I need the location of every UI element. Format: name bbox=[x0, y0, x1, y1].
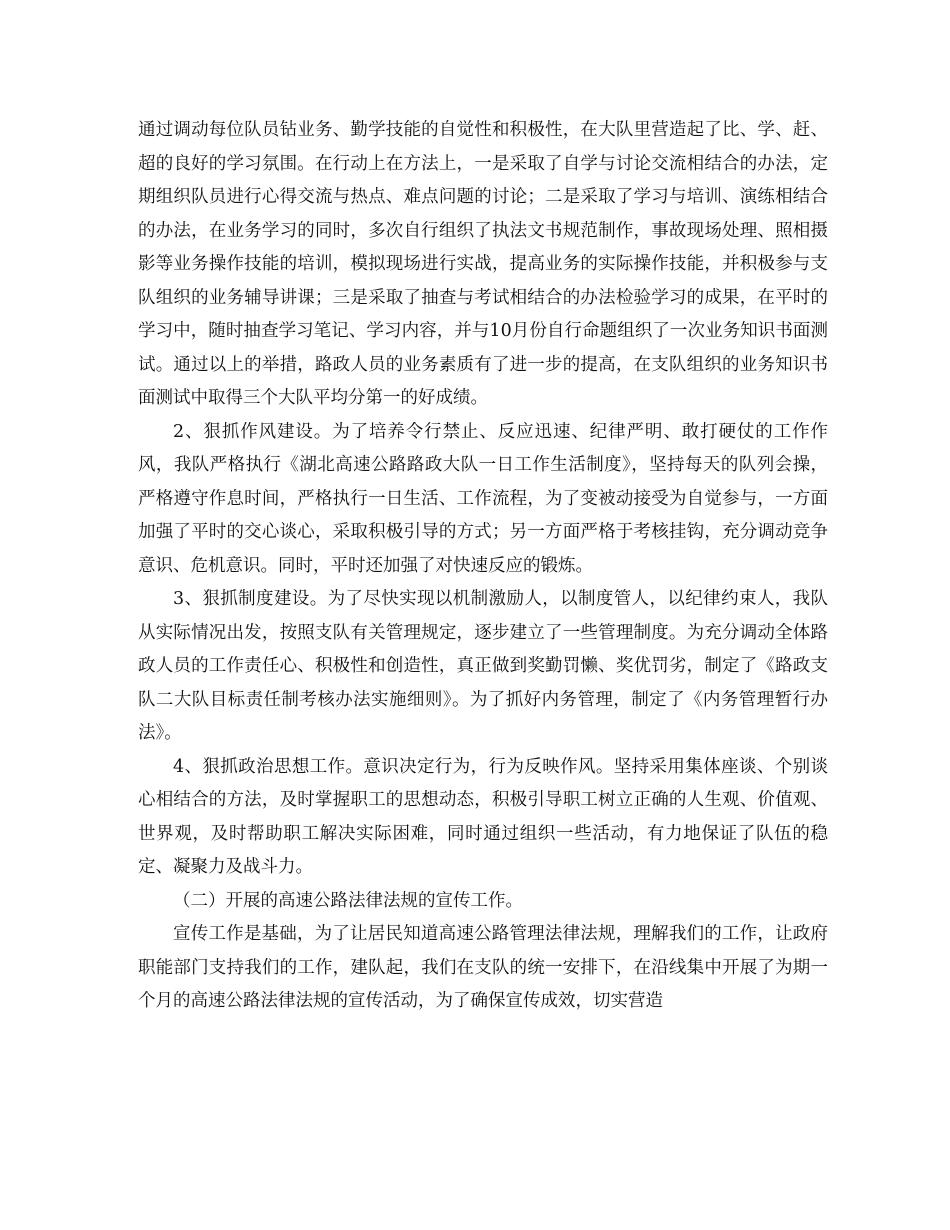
paragraph-political-work: 4、狠抓政治思想工作。意识决定行为，行为反映作风。坚持采用集体座谈、个别谈心相结合的方法，及时掌握职工的思想动态，积极引导职工树立正确的人生观、价值观、世界观，及时帮助职工解决实际困难，同时通过组织一些活动，有力地保证了队伍的稳定、凝聚力及战斗力。 bbox=[138, 756, 828, 877]
paragraph-work-style: 2、狠抓作风建设。为了培养令行禁止、反应迅速、纪律严明、敢打硬仗的工作作风，我队严格执行《湖北高速公路路政大队一日工作生活制度》，坚持每天的队列会操，严格遵守作息时间，严格执行一日生活、工作流程，为了变被动接受为自觉参与，一方面加强了平时的交心谈心，采取积极引导的方式；另一方面严格于考核挂钩，充分调动竞争意识、危机意识。同时，平时还加强了对快速反应的锻炼。 bbox=[138, 421, 828, 576]
section-heading-publicity: （二）开展的高速公路法律法规的宣传工作。 bbox=[173, 890, 523, 911]
paragraph-system-building: 3、狠抓制度建设。为了尽快实现以机制激励人，以制度管人，以纪律约束人，我队从实际情况出发，按照支队有关管理规定，逐步建立了一些管理制度。为充分调动全体路政人员的工作责任心、积极性和创造性，真正做到奖勤罚懒、奖优罚劣，制定了《路政支队二大队目标责任制考核办法实施细则》。为了抓好内务管理，制定了《内务管理暂行办法》。 bbox=[138, 589, 828, 743]
document-body bbox=[138, 114, 828, 1019]
paragraph-publicity: 宣传工作是基础，为了让居民知道高速公路管理法律法规，理解我们的工作，让政府职能部门支持我们的工作，建队起，我们在支队的统一安排下，在沿线集中开展了为期一个月的高速公路法律法规的宣传活动，为了确保宣传成效，切实营造 bbox=[138, 924, 828, 1011]
paragraph-study-methods: 通过调动每位队员钻业务、勤学技能的自觉性和积极性，在大队里营造起了比、学、赶、超的良好的学习氛围。在行动上在方法上，一是采取了自学与讨论交流相结合的办法，定期组织队员进行心得交流与热点、难点问题的讨论；二是采取了学习与培训、演练相结合的办法，在业务学习的同时，多次自行组织了执法文书规范制作，事故现场处理、照相摄影等业务操作技能的培训，模拟现场进行实战，提高业务的实际操作技能，并积极参与支队组织的业务辅导讲课；三是采取了抽查与考试相结合的办法检验学习的成果，在平时的学习中，随时抽查学习笔记、学习内容，并与10月份自行命题组织了一次业务知识书面测试。通过以上的举措，路政人员的业务素质有了进一步的提高，在支队组织的业务知识书面测试中取得三个大队平均分第一的好成绩。 bbox=[138, 120, 828, 408]
